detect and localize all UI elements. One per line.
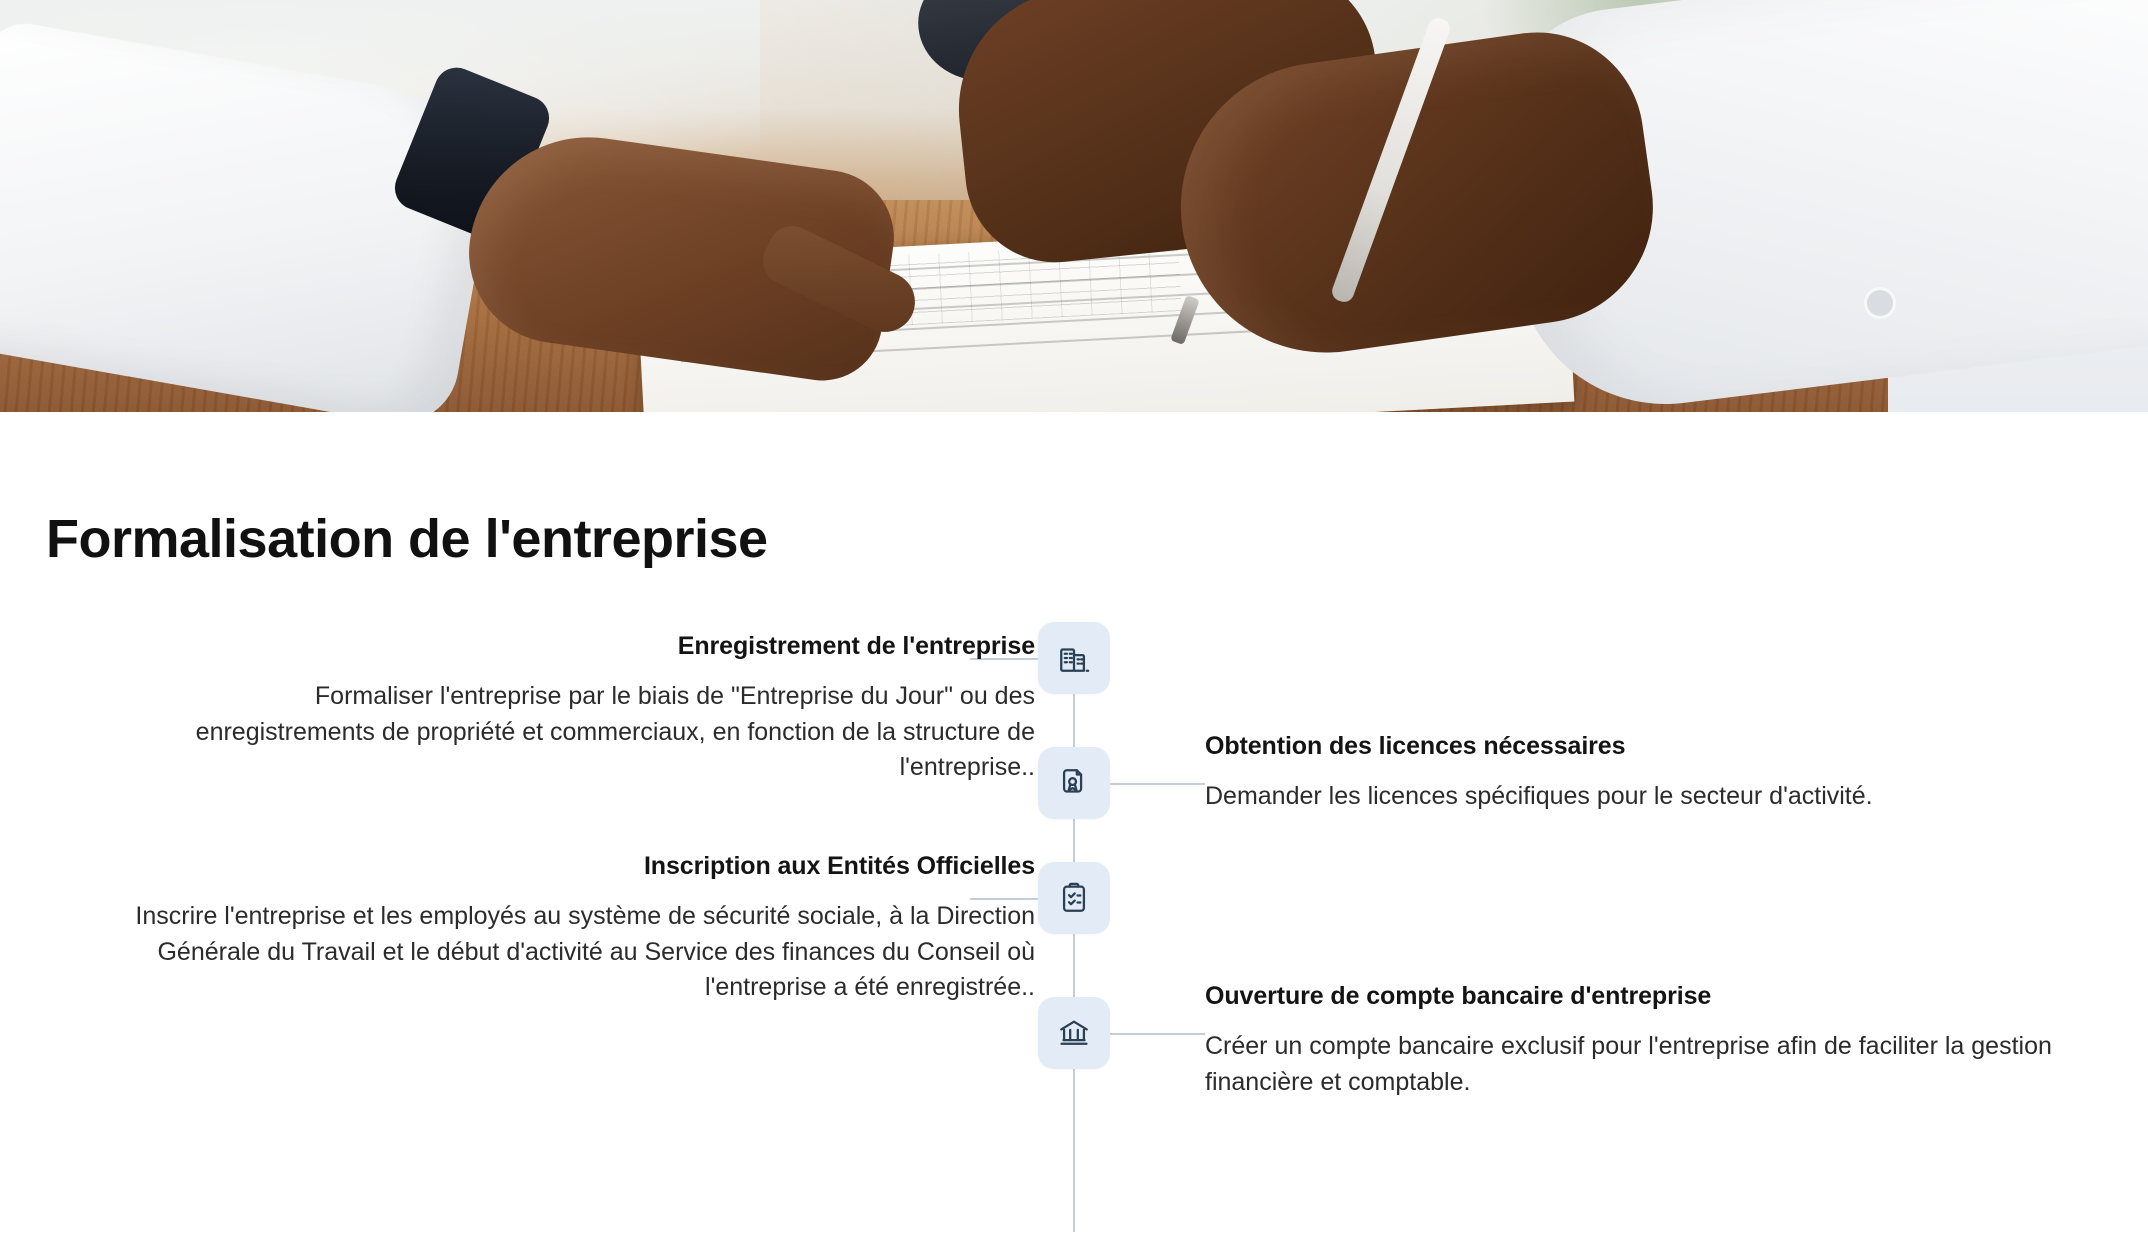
clipboard-check-icon [1038, 862, 1110, 934]
timeline-item-heading: Inscription aux Entités Officielles [643, 852, 1035, 880]
timeline [0, 612, 2148, 1232]
timeline-item-heading: Ouverture de compte bancaire d'entreprise [1205, 982, 1712, 1010]
timeline-item-heading: Obtention des licences nécessaires [1205, 732, 1626, 760]
license-document-icon [1038, 747, 1110, 819]
timeline-item-body: Demander les licences spécifiques pour le secteur d'activité. [1205, 782, 1873, 810]
timeline-spine [1073, 652, 1075, 1232]
timeline-item [135, 632, 1035, 786]
timeline-item-body: Formaliser l'entreprise par le biais de "Entreprise du Jour" ou des enregistrements de propriété et commerciaux, en fonction de la structure de l'entreprise.. [195, 682, 1035, 781]
timeline-item [135, 852, 1035, 1006]
timeline-connector [1110, 1033, 1205, 1035]
page-title: Formalisation de l'entreprise [46, 509, 768, 569]
timeline-item [1205, 732, 2135, 815]
company-building-icon [1038, 622, 1110, 694]
timeline-item-body: Inscrire l'entreprise et les employés au système de sécurité sociale, à la Direction Générale du Travail et le début d'activité au Service des finances du Conseil où l'entreprise a été enregistrée.. [135, 902, 1035, 1001]
bank-icon [1038, 997, 1110, 1069]
timeline-connector [1110, 783, 1205, 785]
sleeve-cuff-button [1867, 290, 1893, 316]
timeline-item-body: Créer un compte bancaire exclusif pour l'entreprise afin de faciliter la gestion financière et comptable. [1205, 1032, 2052, 1096]
timeline-item [1205, 982, 2135, 1100]
hero-image [0, 0, 2148, 412]
timeline-item-heading: Enregistrement de l'entreprise [677, 632, 1035, 660]
